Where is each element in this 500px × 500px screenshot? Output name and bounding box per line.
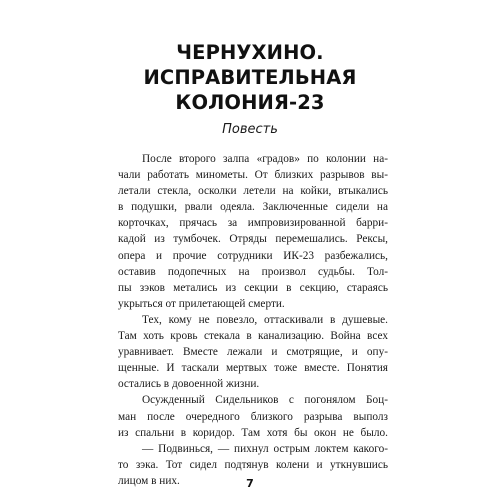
body-text: [118, 151, 388, 489]
page-number: 7: [246, 477, 254, 490]
text-line: ман после очередного близкого разрыва выполз: [118, 410, 388, 423]
text-line: остались в довоенной жизни.: [118, 378, 260, 391]
text-line: опера и прочие сотрудники ИК-23 разбежались,: [118, 249, 388, 262]
text-line: из спальни в коридор. Там хотя бы окон не было.: [118, 426, 388, 439]
text-line: уравнивает. Вместе лежали и смотрящие, и опу-: [118, 346, 388, 359]
chapter-subtitle: Повесть: [222, 122, 278, 137]
text-line: Тех, кому не повезло, оттаскивали в душевые.: [142, 313, 388, 326]
chapter-title-line: ИСПРАВИТЕЛЬНАЯ: [143, 66, 357, 89]
text-line: укрыться от прилетающей смерти.: [118, 297, 285, 310]
text-line: чали работать минометы. От близких разрывов вы-: [118, 169, 388, 182]
text-line: После второго залпа «градов» по колонии на-: [142, 153, 388, 165]
chapter-title-line: ЧЕРНУХИНО.: [176, 41, 324, 64]
text-line: Там хоть кровь стекала в канализацию. Война всех: [118, 330, 388, 343]
chapter-title: [60, 40, 440, 115]
text-line: Осужденный Сидельников с погонялом Боц-: [142, 394, 388, 407]
text-line: пы зэков метались из секции в секцию, стараясь: [118, 281, 388, 294]
text-line: летали стекла, осколки летели на койки, втыкались: [118, 185, 388, 198]
text-line: лицом в них.: [118, 474, 180, 487]
text-line: оставив подопечных на произвол судьбы. Тол-: [118, 265, 388, 278]
text-line: то зэка. Тот сидел подтянув колени и уткнувшись: [118, 458, 388, 471]
text-line: кадой из тумбочек. Отряды перемешались. Рексы,: [118, 233, 388, 246]
text-line: в подушки, рвали одеяла. Заключенные сидели на: [118, 201, 388, 214]
text-line: щенные. И таскали мертвых тоже вместе. Понятия: [118, 362, 388, 375]
text-line: корточках, прячась за импровизированной барри-: [118, 217, 388, 230]
chapter-title-line: КОЛОНИЯ-23: [175, 91, 325, 114]
text-line: — Подвинься, — пихнул острым локтем какого-: [142, 442, 388, 455]
